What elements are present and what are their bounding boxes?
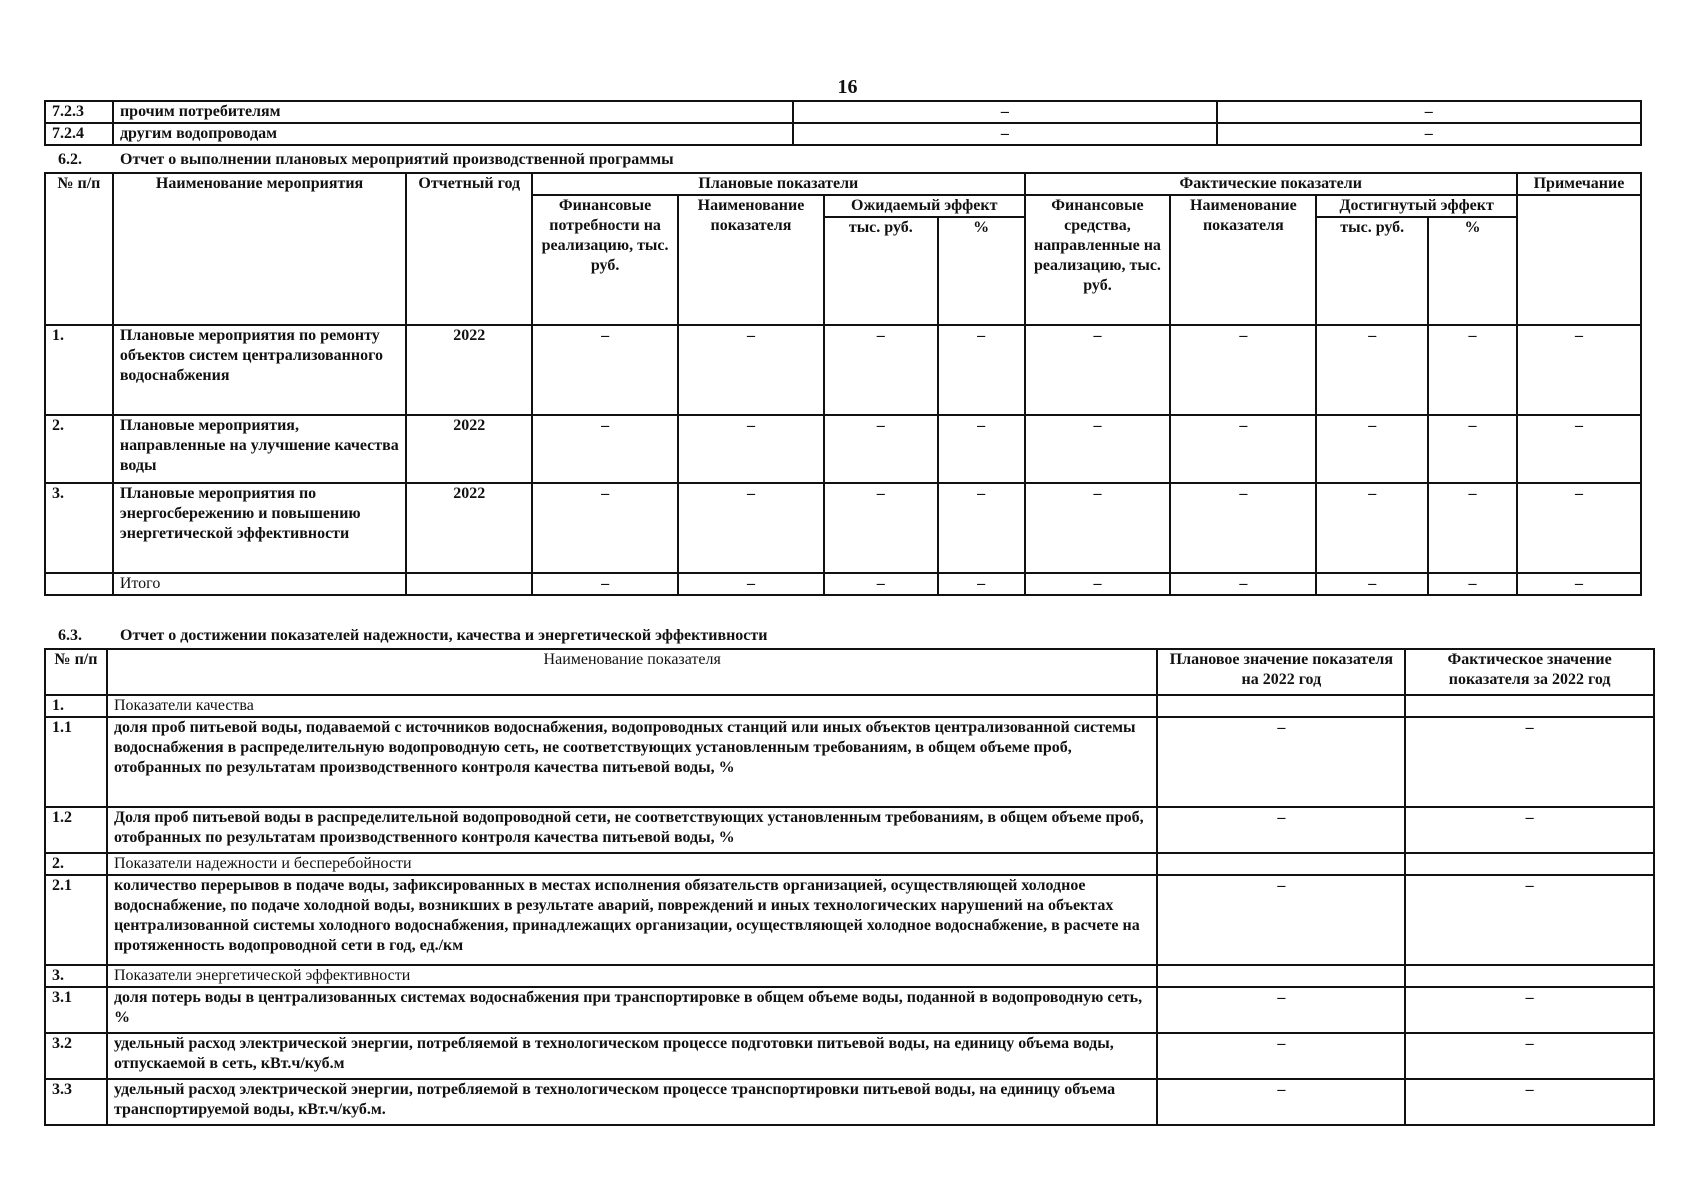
plan-cell: – <box>1157 987 1405 1033</box>
row-number: 1.1 <box>45 717 107 807</box>
header-planned: Плановые показатели <box>532 173 1024 195</box>
group-row <box>45 853 1654 875</box>
header-fact-pct: % <box>1428 217 1517 325</box>
row-year: 2022 <box>406 483 532 573</box>
value-cell: – <box>1316 573 1428 595</box>
header-plan-indicator: Наименование показателя <box>678 195 824 325</box>
value-cell: – <box>1428 325 1517 415</box>
header-plan-rub: тыс. руб. <box>824 217 938 325</box>
section-title-text: Отчет о выполнении плановых мероприятий производственной программы <box>120 151 674 168</box>
header-fact-indicator: Наименование показателя <box>1170 195 1316 325</box>
plan-cell <box>1157 965 1405 987</box>
section-6-3-title <box>44 626 767 646</box>
header-fact-fin: Финансовые средства, направленные на реализацию, тыс. руб. <box>1025 195 1171 325</box>
page-number: 16 <box>837 76 858 98</box>
header-name: Наименование мероприятия <box>113 173 406 325</box>
row-name: удельный расход электрической энергии, потребляемой в технологическом процессе транспортировки питьевой воды, на единицу объема транспортируемой воды, кВт.ч/куб.м. <box>107 1079 1158 1125</box>
row-year <box>406 573 532 595</box>
row-name: количество перерывов в подаче воды, зафиксированных в местах исполнения обязательств организацией, осуществляющей холодное водоснабжение, по подаче холодной воды, возникших в результате аварий, повреждений и иных технологических нарушений на объектах централизованной системы холодного водоснабжения, принадлежащих организации, осуществляющей холодное водоснабжение, в расчете на протяженность водопроводной сети в год, ед./км <box>107 875 1158 965</box>
table-row <box>45 1079 1654 1125</box>
row-name: Показатели качества <box>107 695 1158 717</box>
value-cell: – <box>532 573 678 595</box>
header-note-empty <box>1517 195 1641 325</box>
value-cell: – <box>1316 325 1428 415</box>
value-cell: – <box>1316 483 1428 573</box>
value-cell: – <box>824 483 938 573</box>
row-number: 2. <box>45 415 113 483</box>
row-number: 1.2 <box>45 807 107 853</box>
row-year: 2022 <box>406 415 532 483</box>
table-6-2 <box>44 172 1642 596</box>
header-plan-fin: Финансовые потребности на реализацию, тыс. руб. <box>532 195 678 325</box>
value-cell: – <box>1316 415 1428 483</box>
header-row <box>45 649 1654 695</box>
value-cell: – <box>678 415 824 483</box>
header-no: № п/п <box>45 649 107 695</box>
plan-cell: – <box>1157 875 1405 965</box>
header-plan: Плановое значение показателя на 2022 год <box>1157 649 1405 695</box>
row-name: Показатели надежности и бесперебойности <box>107 853 1158 875</box>
value-cell: – <box>1428 415 1517 483</box>
row-number: 2.1 <box>45 875 107 965</box>
total-row <box>45 573 1641 595</box>
group-row <box>45 965 1654 987</box>
row-name: доля потерь воды в централизованных системах водоснабжения при транспортировке в общем объеме воды, поданной в водопроводную сеть, % <box>107 987 1158 1033</box>
fact-cell: – <box>1405 875 1654 965</box>
value-cell: – <box>824 573 938 595</box>
value-cell: – <box>1170 483 1316 573</box>
value-cell: – <box>1170 573 1316 595</box>
value-cell: – <box>1428 573 1517 595</box>
value-cell: – <box>824 415 938 483</box>
table-row <box>45 483 1641 573</box>
table-row <box>45 875 1654 965</box>
fact-cell <box>1405 853 1654 875</box>
value-cell: – <box>938 325 1025 415</box>
value-cell: – <box>1217 123 1641 145</box>
value-cell: – <box>1025 415 1171 483</box>
table-row <box>45 717 1654 807</box>
value-cell: – <box>678 483 824 573</box>
value-cell: – <box>1517 573 1641 595</box>
plan-cell: – <box>1157 717 1405 807</box>
table-row <box>45 123 1641 145</box>
row-number: 3.3 <box>45 1079 107 1125</box>
row-number: 1. <box>45 695 107 717</box>
row-number: 7.2.3 <box>45 101 113 123</box>
value-cell: – <box>1170 325 1316 415</box>
group-row <box>45 695 1654 717</box>
row-name: Показатели энергетической эффективности <box>107 965 1158 987</box>
fact-cell: – <box>1405 987 1654 1033</box>
fact-cell: – <box>1405 1033 1654 1079</box>
header-note: Примечание <box>1517 173 1641 195</box>
plan-cell: – <box>1157 1079 1405 1125</box>
value-cell: – <box>678 573 824 595</box>
header-year: Отчетный год <box>406 173 532 325</box>
value-cell: – <box>793 123 1216 145</box>
header-actual: Фактические показатели <box>1025 173 1517 195</box>
section-number: 6.3. <box>58 627 82 644</box>
value-cell: – <box>1025 483 1171 573</box>
value-cell: – <box>824 325 938 415</box>
value-cell: – <box>1428 483 1517 573</box>
table-row <box>45 325 1641 415</box>
row-number: 7.2.4 <box>45 123 113 145</box>
section-title-text: Отчет о достижении показателей надежности, качества и энергетической эффективности <box>120 627 768 644</box>
value-cell: – <box>938 415 1025 483</box>
header-plan-pct: % <box>938 217 1025 325</box>
value-cell: – <box>1517 415 1641 483</box>
plan-cell: – <box>1157 1033 1405 1079</box>
value-cell: – <box>532 325 678 415</box>
row-name: Доля проб питьевой воды в распределительной водопроводной сети, не соответствующих установленным требованиям, в общем объеме проб, отобранных по результатам производственного контроля качества питьевой воды, % <box>107 807 1158 853</box>
value-cell: – <box>938 483 1025 573</box>
value-cell: – <box>1217 101 1641 123</box>
row-name: доля проб питьевой воды, подаваемой с источников водоснабжения, водопроводных станций или иных объектов централизованной системы водоснабжения в распределительную водопроводную сеть, не соответствующих установленным требованиям, в общем объеме проб, отобранных по результатам производственного контроля качества питьевой воды, % <box>107 717 1158 807</box>
row-year: 2022 <box>406 325 532 415</box>
section-6-2-title <box>44 150 674 170</box>
value-cell: – <box>532 483 678 573</box>
header-no: № п/п <box>45 173 113 325</box>
row-number <box>45 573 113 595</box>
row-number: 1. <box>45 325 113 415</box>
fact-cell: – <box>1405 1079 1654 1125</box>
table-row <box>45 1033 1654 1079</box>
plan-cell: – <box>1157 807 1405 853</box>
plan-cell <box>1157 695 1405 717</box>
value-cell: – <box>1170 415 1316 483</box>
value-cell: – <box>793 101 1216 123</box>
table-row <box>45 101 1641 123</box>
fact-cell <box>1405 965 1654 987</box>
table-row <box>45 415 1641 483</box>
header-fact-effect: Достигнутый эффект <box>1316 195 1517 217</box>
header-plan-effect: Ожидаемый эффект <box>824 195 1025 217</box>
header-fact-rub: тыс. руб. <box>1316 217 1428 325</box>
fact-cell: – <box>1405 807 1654 853</box>
header-name: Наименование показателя <box>107 649 1158 695</box>
plan-cell <box>1157 853 1405 875</box>
row-name: Плановые мероприятия, направленные на улучшение качества воды <box>113 415 406 483</box>
fact-cell <box>1405 695 1654 717</box>
header-fact: Фактическое значение показателя за 2022 год <box>1405 649 1654 695</box>
table-6-3 <box>44 648 1655 1126</box>
fact-cell: – <box>1405 717 1654 807</box>
value-cell: – <box>938 573 1025 595</box>
row-name: Плановые мероприятия по ремонту объектов систем централизованного водоснабжения <box>113 325 406 415</box>
table-7-2-continuation <box>44 100 1642 146</box>
row-number: 3. <box>45 965 107 987</box>
row-name: другим водопроводам <box>113 123 793 145</box>
header-row <box>45 173 1641 195</box>
row-number: 3. <box>45 483 113 573</box>
value-cell: – <box>678 325 824 415</box>
row-name: прочим потребителям <box>113 101 793 123</box>
row-name: Плановые мероприятия по энергосбережению и повышению энергетической эффективности <box>113 483 406 573</box>
value-cell: – <box>1517 483 1641 573</box>
section-number: 6.2. <box>58 151 82 168</box>
table-row <box>45 987 1654 1033</box>
value-cell: – <box>532 415 678 483</box>
row-number: 3.2 <box>45 1033 107 1079</box>
row-name: удельный расход электрической энергии, потребляемой в технологическом процессе подготовки питьевой воды, на единицу объема воды, отпускаемой в сеть, кВт.ч/куб.м <box>107 1033 1158 1079</box>
table-row <box>45 807 1654 853</box>
value-cell: – <box>1025 573 1171 595</box>
value-cell: – <box>1025 325 1171 415</box>
row-number: 2. <box>45 853 107 875</box>
row-number: 3.1 <box>45 987 107 1033</box>
value-cell: – <box>1517 325 1641 415</box>
total-label: Итого <box>113 573 406 595</box>
